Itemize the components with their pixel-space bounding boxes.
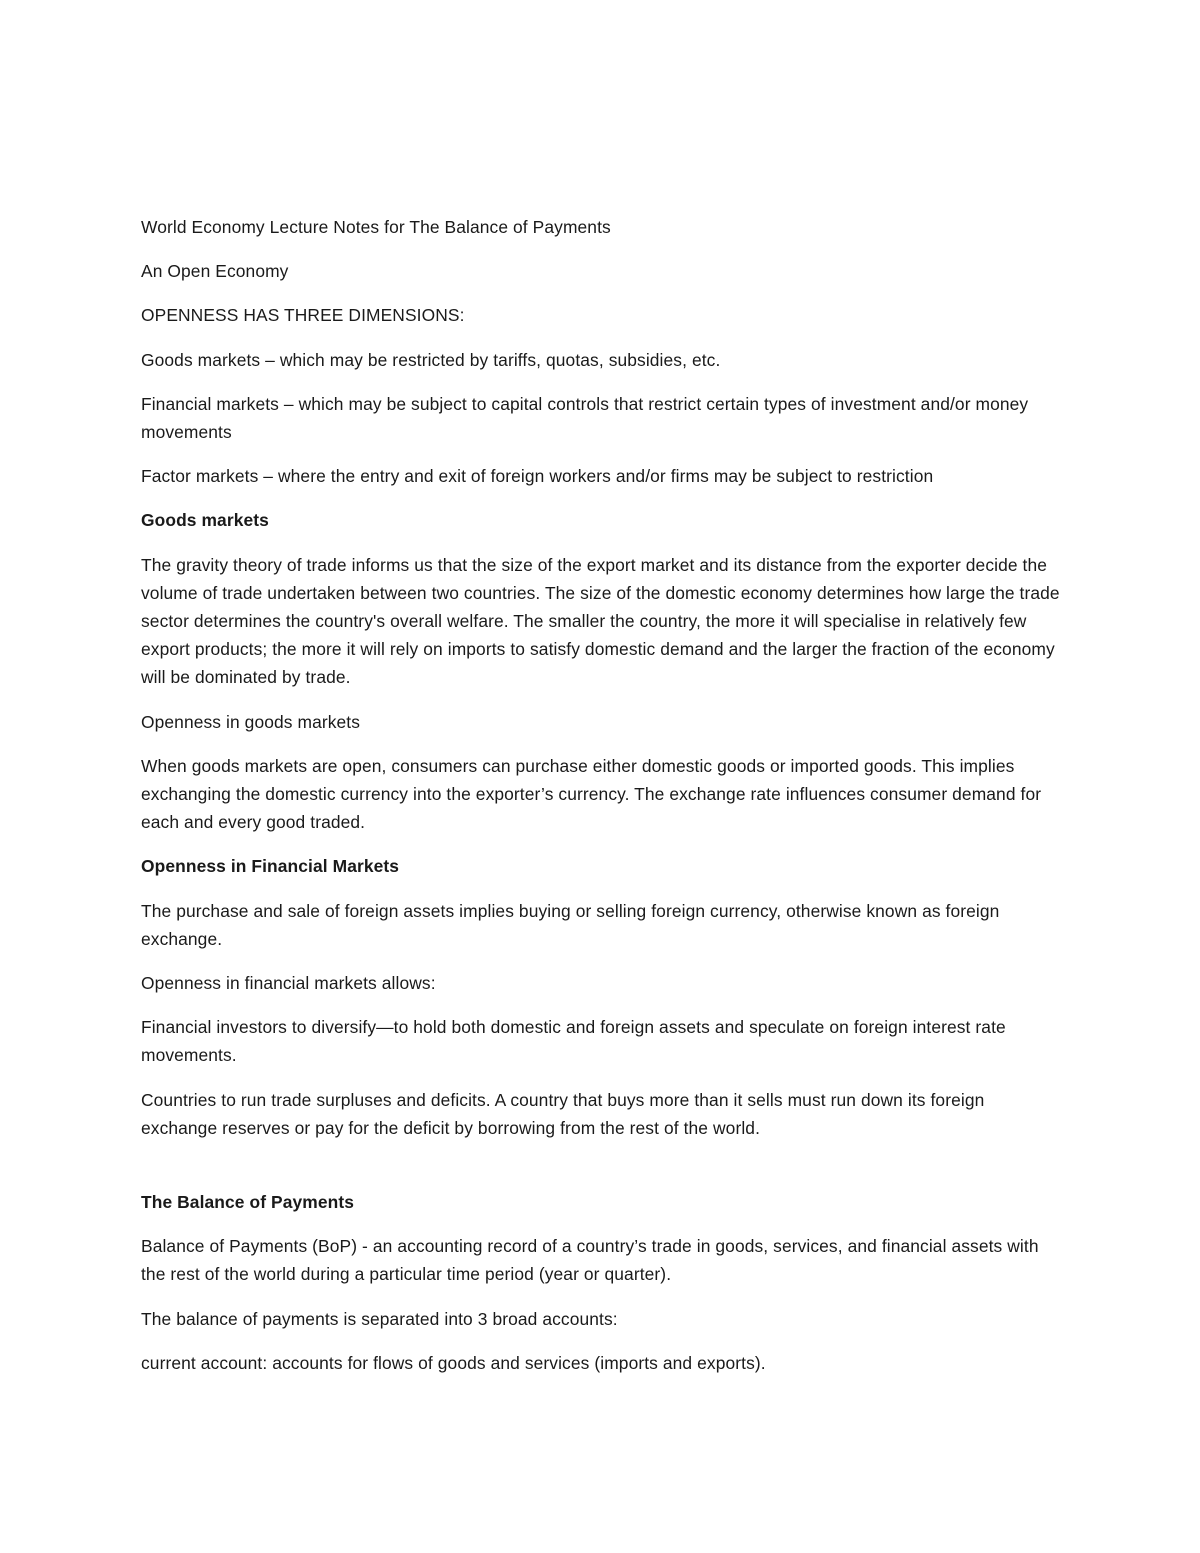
countries-trade-item: Countries to run trade surpluses and deficits. A country that buys more than it sells must run down its foreign exchange reserves or pay for the deficit by borrowing from the rest of the world. — [141, 1089, 985, 1138]
spacer — [141, 1158, 1061, 1188]
dimension-factor-markets: Factor markets – where the entry and exit of foreign workers and/or firms may be subject to restriction — [141, 466, 934, 487]
document-subtitle: An Open Economy — [141, 261, 289, 282]
openness-financial-allows: Openness in financial markets allows: — [141, 973, 436, 994]
balance-of-payments-heading: The Balance of Payments — [141, 1192, 354, 1213]
financial-investors-item: Financial investors to diversify—to hold both domestic and foreign assets and speculate on foreign interest rate movements. — [141, 1017, 1006, 1066]
document-body — [141, 213, 1061, 1393]
openness-financial-paragraph: The purchase and sale of foreign assets implies buying or selling foreign currency, otherwise known as foreign exchange. — [141, 900, 1000, 949]
openness-financial-heading: Openness in Financial Markets — [141, 856, 400, 877]
goods-markets-heading: Goods markets — [141, 510, 269, 531]
openness-goods-heading: Openness in goods markets — [141, 711, 361, 732]
openness-goods-paragraph: When goods markets are open, consumers can purchase either domestic goods or imported goods. This implies exchanging the domestic currency into the exporter’s currency. The exchange rate influences consumer demand for each and every good traded. — [141, 755, 1042, 833]
bop-accounts-intro: The balance of payments is separated into 3 broad accounts: — [141, 1308, 618, 1329]
openness-dimensions-heading: OPENNESS HAS THREE DIMENSIONS: — [141, 305, 465, 326]
dimension-goods-markets: Goods markets – which may be restricted by tariffs, quotas, subsidies, etc. — [141, 349, 721, 370]
bop-definition: Balance of Payments (BoP) - an accounting record of a country’s trade in goods, services, and financial assets with the rest of the world during a particular time period (year or quarter). — [141, 1236, 1039, 1285]
document-title: World Economy Lecture Notes for The Balance of Payments — [141, 217, 611, 237]
gravity-theory-paragraph: The gravity theory of trade informs us that the size of the export market and its distance from the exporter decide the volume of trade undertaken between two countries. The size of the domestic economy determines how large the trade sector determines the country's overall welfare. The smaller the country, the more it will specialise in relatively few export products; the more it will rely on imports to satisfy domestic demand and the larger the fraction of the economy will be dominated by trade. — [141, 554, 1060, 688]
current-account-item: current account: accounts for flows of goods and services (imports and exports). — [141, 1352, 766, 1373]
dimension-financial-markets: Financial markets – which may be subject to capital controls that restrict certain types of investment and/or money movements — [141, 393, 1029, 443]
